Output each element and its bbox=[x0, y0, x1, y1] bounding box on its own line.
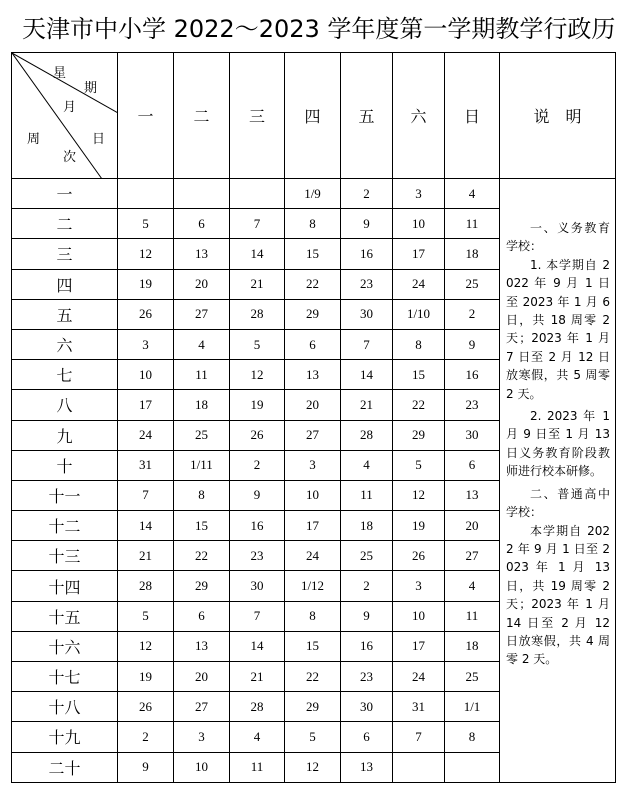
date-cell: 4 bbox=[445, 179, 500, 209]
date-cell: 16 bbox=[445, 360, 500, 390]
date-cell: 13 bbox=[341, 752, 393, 782]
date-cell: 29 bbox=[285, 692, 341, 722]
date-cell: 26 bbox=[393, 541, 445, 571]
date-cell: 7 bbox=[341, 329, 393, 359]
date-cell: 19 bbox=[118, 662, 174, 692]
date-cell bbox=[118, 179, 174, 209]
date-cell: 9 bbox=[341, 601, 393, 631]
date-cell: 8 bbox=[445, 722, 500, 752]
date-cell: 4 bbox=[230, 722, 285, 752]
date-cell: 2 bbox=[230, 450, 285, 480]
date-cell: 7 bbox=[118, 480, 174, 510]
date-cell: 16 bbox=[341, 631, 393, 661]
date-cell: 13 bbox=[174, 239, 230, 269]
week-number: 十五 bbox=[12, 601, 118, 631]
day-header-wed: 三 bbox=[230, 53, 285, 179]
date-cell: 1/12 bbox=[285, 571, 341, 601]
notes-cell bbox=[500, 179, 616, 783]
date-cell: 12 bbox=[230, 360, 285, 390]
date-cell: 17 bbox=[393, 631, 445, 661]
week-number: 三 bbox=[12, 239, 118, 269]
date-cell: 20 bbox=[174, 662, 230, 692]
date-cell: 11 bbox=[341, 480, 393, 510]
day-header-tue: 二 bbox=[174, 53, 230, 179]
date-cell: 23 bbox=[341, 662, 393, 692]
date-cell: 27 bbox=[445, 541, 500, 571]
date-cell: 30 bbox=[445, 420, 500, 450]
date-cell: 16 bbox=[230, 511, 285, 541]
date-cell: 12 bbox=[393, 480, 445, 510]
date-cell: 10 bbox=[174, 752, 230, 782]
week-number: 十二 bbox=[12, 511, 118, 541]
date-cell: 10 bbox=[118, 360, 174, 390]
date-cell: 8 bbox=[174, 480, 230, 510]
date-cell: 28 bbox=[230, 692, 285, 722]
date-cell: 15 bbox=[285, 631, 341, 661]
date-cell: 17 bbox=[285, 511, 341, 541]
date-cell: 7 bbox=[230, 601, 285, 631]
week-row bbox=[12, 179, 616, 209]
date-cell: 15 bbox=[393, 360, 445, 390]
date-cell: 11 bbox=[174, 360, 230, 390]
day-header-fri: 五 bbox=[341, 53, 393, 179]
date-cell: 23 bbox=[341, 269, 393, 299]
week-number: 六 bbox=[12, 329, 118, 359]
date-cell: 13 bbox=[285, 360, 341, 390]
date-cell: 21 bbox=[341, 390, 393, 420]
date-cell: 22 bbox=[393, 390, 445, 420]
date-cell: 21 bbox=[230, 269, 285, 299]
date-cell: 1/11 bbox=[174, 450, 230, 480]
date-cell: 11 bbox=[230, 752, 285, 782]
date-cell: 27 bbox=[174, 692, 230, 722]
date-cell: 9 bbox=[445, 329, 500, 359]
date-cell: 21 bbox=[230, 662, 285, 692]
notes-paragraph: 2. 2023 年 1 月 9 日至 1 月 13 日义务教育阶段教师进行校本研修。 bbox=[506, 409, 610, 479]
date-cell: 7 bbox=[230, 209, 285, 239]
date-cell: 26 bbox=[230, 420, 285, 450]
date-cell: 5 bbox=[393, 450, 445, 480]
date-cell: 26 bbox=[118, 692, 174, 722]
notes-header: 说 明 bbox=[500, 53, 616, 179]
date-cell: 21 bbox=[118, 541, 174, 571]
date-cell: 23 bbox=[230, 541, 285, 571]
week-number: 十一 bbox=[12, 480, 118, 510]
notes-text bbox=[500, 179, 615, 669]
week-number: 十八 bbox=[12, 692, 118, 722]
date-cell: 4 bbox=[445, 571, 500, 601]
date-cell: 24 bbox=[118, 420, 174, 450]
date-cell: 18 bbox=[445, 239, 500, 269]
notes-paragraph: 一、义务教育学校： bbox=[506, 221, 610, 254]
date-cell: 25 bbox=[174, 420, 230, 450]
date-cell: 31 bbox=[393, 692, 445, 722]
week-number: 二 bbox=[12, 209, 118, 239]
date-cell: 8 bbox=[285, 209, 341, 239]
date-cell: 18 bbox=[445, 631, 500, 661]
date-cell: 28 bbox=[118, 571, 174, 601]
notes-paragraph: 二、普通高中学校： bbox=[506, 486, 610, 520]
date-cell: 5 bbox=[230, 329, 285, 359]
date-cell: 14 bbox=[230, 239, 285, 269]
week-number: 七 bbox=[12, 360, 118, 390]
date-cell: 13 bbox=[445, 480, 500, 510]
day-header-sat: 六 bbox=[393, 53, 445, 179]
date-cell: 24 bbox=[285, 541, 341, 571]
date-cell: 26 bbox=[118, 299, 174, 329]
date-cell: 4 bbox=[174, 329, 230, 359]
date-cell: 8 bbox=[285, 601, 341, 631]
date-cell: 3 bbox=[393, 571, 445, 601]
corner-label-ci: 次 bbox=[63, 150, 77, 165]
date-cell: 3 bbox=[393, 179, 445, 209]
date-cell: 17 bbox=[393, 239, 445, 269]
calendar-table bbox=[11, 52, 616, 783]
date-cell: 10 bbox=[285, 480, 341, 510]
date-cell: 10 bbox=[393, 209, 445, 239]
date-cell: 6 bbox=[174, 601, 230, 631]
week-number: 四 bbox=[12, 269, 118, 299]
date-cell: 20 bbox=[445, 511, 500, 541]
week-number: 十三 bbox=[12, 541, 118, 571]
date-cell: 1/9 bbox=[285, 179, 341, 209]
date-cell: 15 bbox=[285, 239, 341, 269]
date-cell bbox=[230, 179, 285, 209]
date-cell: 30 bbox=[341, 692, 393, 722]
date-cell: 28 bbox=[230, 299, 285, 329]
date-cell: 27 bbox=[285, 420, 341, 450]
date-cell: 9 bbox=[341, 209, 393, 239]
corner-label-zhou: 周 bbox=[27, 132, 41, 147]
date-cell: 12 bbox=[118, 239, 174, 269]
date-cell: 22 bbox=[174, 541, 230, 571]
date-cell: 25 bbox=[341, 541, 393, 571]
corner-label-yue: 月 bbox=[63, 100, 77, 115]
date-cell bbox=[445, 752, 500, 782]
date-cell: 2 bbox=[445, 299, 500, 329]
week-number: 十 bbox=[12, 450, 118, 480]
week-number: 十九 bbox=[12, 722, 118, 752]
notes-paragraph: 1. 本学期自 2022 年 9 月 1 日至 2023 年 1 月 6 日，共 18 周零 2 天；2023 年 1 月 7 日至 2 月 12 日放寒假，共 5 周零 2 天。 bbox=[506, 257, 610, 401]
date-cell: 30 bbox=[230, 571, 285, 601]
notes-paragraph: 本学期自 2022 年 9 月 1 日至 2023 年 1 月 13 日，共 19 周零 2 天；2023 年 1 月 14 日至 2 月 12 日放寒假，共 4 周零 2 天。 bbox=[506, 523, 610, 667]
date-cell: 7 bbox=[393, 722, 445, 752]
date-cell: 19 bbox=[118, 269, 174, 299]
date-cell: 20 bbox=[285, 390, 341, 420]
date-cell: 8 bbox=[393, 329, 445, 359]
date-cell: 19 bbox=[230, 390, 285, 420]
date-cell: 5 bbox=[118, 209, 174, 239]
date-cell: 24 bbox=[393, 662, 445, 692]
date-cell: 11 bbox=[445, 601, 500, 631]
date-cell: 3 bbox=[285, 450, 341, 480]
date-cell: 24 bbox=[393, 269, 445, 299]
header-row bbox=[12, 53, 616, 179]
date-cell: 12 bbox=[285, 752, 341, 782]
date-cell: 29 bbox=[174, 571, 230, 601]
date-cell: 5 bbox=[285, 722, 341, 752]
week-number: 九 bbox=[12, 420, 118, 450]
week-number: 一 bbox=[12, 179, 118, 209]
week-number: 八 bbox=[12, 390, 118, 420]
date-cell bbox=[174, 179, 230, 209]
date-cell: 10 bbox=[393, 601, 445, 631]
day-header-mon: 一 bbox=[118, 53, 174, 179]
date-cell: 12 bbox=[118, 631, 174, 661]
date-cell: 22 bbox=[285, 662, 341, 692]
date-cell: 14 bbox=[341, 360, 393, 390]
date-cell: 22 bbox=[285, 269, 341, 299]
date-cell: 13 bbox=[174, 631, 230, 661]
date-cell: 4 bbox=[341, 450, 393, 480]
date-cell: 14 bbox=[230, 631, 285, 661]
date-cell: 25 bbox=[445, 662, 500, 692]
date-cell: 30 bbox=[341, 299, 393, 329]
date-cell: 28 bbox=[341, 420, 393, 450]
date-cell: 9 bbox=[230, 480, 285, 510]
corner-label-qi: 期 bbox=[84, 81, 98, 96]
date-cell: 6 bbox=[445, 450, 500, 480]
date-cell: 9 bbox=[118, 752, 174, 782]
date-cell: 1/1 bbox=[445, 692, 500, 722]
date-cell: 29 bbox=[285, 299, 341, 329]
date-cell: 5 bbox=[118, 601, 174, 631]
date-cell: 18 bbox=[174, 390, 230, 420]
date-cell: 19 bbox=[393, 511, 445, 541]
date-cell: 31 bbox=[118, 450, 174, 480]
date-cell: 2 bbox=[118, 722, 174, 752]
date-cell: 6 bbox=[341, 722, 393, 752]
week-number: 十七 bbox=[12, 662, 118, 692]
date-cell: 15 bbox=[174, 511, 230, 541]
corner-label-ri: 日 bbox=[92, 132, 106, 147]
date-cell: 17 bbox=[118, 390, 174, 420]
page-title: 天津市中小学 2022～2023 学年度第一学期教学行政历 bbox=[22, 15, 616, 43]
date-cell: 29 bbox=[393, 420, 445, 450]
date-cell: 11 bbox=[445, 209, 500, 239]
corner-label-xing: 星 bbox=[53, 66, 67, 81]
date-cell: 25 bbox=[445, 269, 500, 299]
date-cell: 14 bbox=[118, 511, 174, 541]
week-number: 二十 bbox=[12, 752, 118, 782]
date-cell: 1/10 bbox=[393, 299, 445, 329]
date-cell: 3 bbox=[174, 722, 230, 752]
header-corner-cell bbox=[12, 53, 118, 179]
week-number: 五 bbox=[12, 299, 118, 329]
date-cell: 23 bbox=[445, 390, 500, 420]
date-cell: 6 bbox=[285, 329, 341, 359]
date-cell: 6 bbox=[174, 209, 230, 239]
day-header-sun: 日 bbox=[445, 53, 500, 179]
date-cell: 2 bbox=[341, 179, 393, 209]
week-number: 十六 bbox=[12, 631, 118, 661]
date-cell: 2 bbox=[341, 571, 393, 601]
date-cell: 3 bbox=[118, 329, 174, 359]
date-cell: 16 bbox=[341, 239, 393, 269]
date-cell bbox=[393, 752, 445, 782]
day-header-thu: 四 bbox=[285, 53, 341, 179]
date-cell: 27 bbox=[174, 299, 230, 329]
date-cell: 18 bbox=[341, 511, 393, 541]
date-cell: 20 bbox=[174, 269, 230, 299]
week-number: 十四 bbox=[12, 571, 118, 601]
